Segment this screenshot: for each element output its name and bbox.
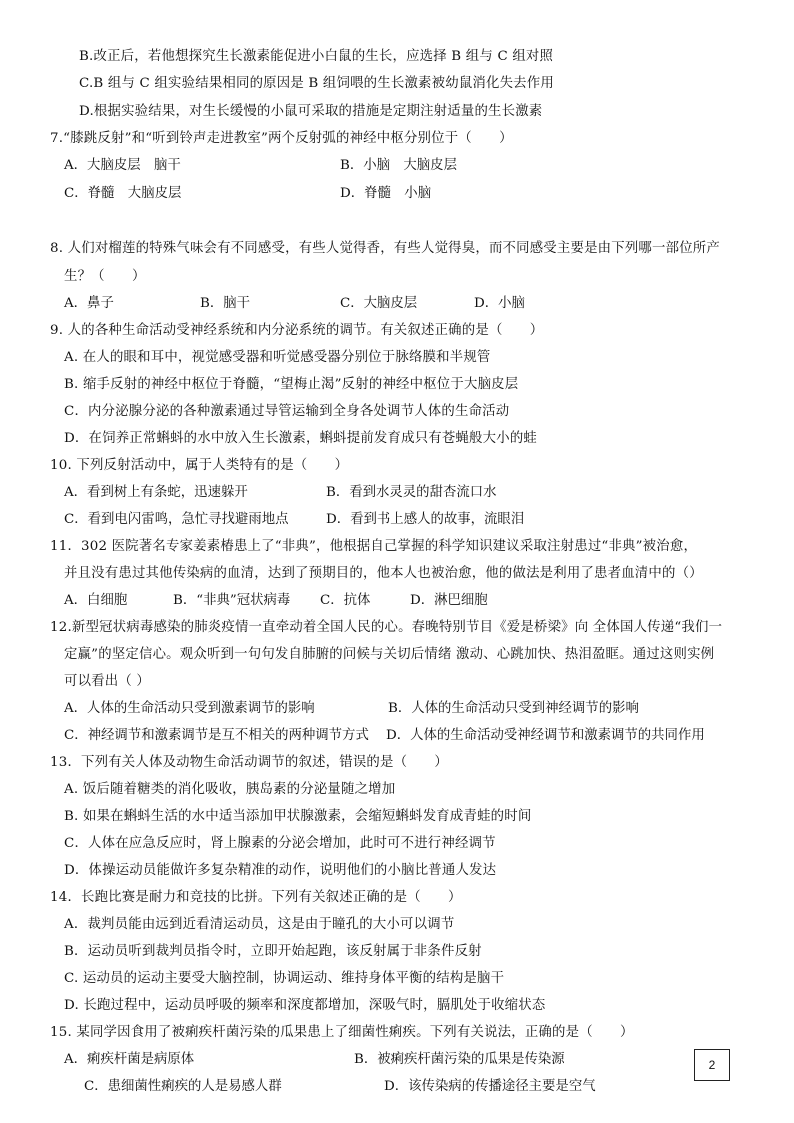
text-line: B.改正后，若他想探究生长激素能促进小白鼠的生长，应选择 B 组与 C 组对照 [79,49,554,64]
answer-option: D．小脑 [474,296,525,311]
text-line: C．人体在应急反应时，肾上腺素的分泌会增加，此时可不进行神经调节 [64,836,496,851]
text-line: 14．长跑比赛是耐力和竞技的比拼。下列有关叙述正确的是（ ） [50,890,462,905]
text-line: B. 如果在蝌蚪生活的水中适当添加甲状腺激素，会缩短蝌蚪发育成青蛙的时间 [64,809,532,824]
answer-option: D．看到书上感人的故事，流眼泪 [326,512,525,527]
text-line: A. 饭后随着糖类的消化吸收，胰岛素的分泌量随之增加 [64,782,396,797]
text-line: B. 缩手反射的神经中枢位于脊髓，“望梅止渴”反射的神经中枢位于大脑皮层 [64,377,519,392]
answer-option: C．神经调节和激素调节是互不相关的两种调节方式 [64,728,369,743]
answer-option: A．鼻子 [64,296,114,311]
text-line: 7.“膝跳反射”和“听到铃声走进教室”两个反射弧的神经中枢分别位于（ ） [50,131,513,146]
answer-option: C．看到电闪雷鸣，急忙寻找避雨地点 [64,512,289,527]
page-number: 2 [708,1058,716,1072]
text-line: 12.新型冠状病毒感染的肺炎疫情一直牵动着全国人民的心。春晚特别节目《爱是桥梁》向 全体国人传递“我们一 [50,620,723,635]
answer-option: A．痢疾杆菌是病原体 [64,1052,195,1067]
text-line: A．裁判员能由远到近看清运动员，这是由于瞳孔的大小可以调节 [64,917,455,932]
answer-option: D．该传染病的传播途径主要是空气 [384,1079,596,1094]
answer-option: D．淋巴细胞 [410,593,488,608]
text-line: D.根据实验结果，对生长缓慢的小鼠可采取的措施是定期注射适量的生长激素 [79,104,543,119]
text-line: D．在饲养正常蝌蚪的水中放入生长激素，蝌蚪提前发育成只有苍蝇般大小的蛙 [64,431,538,446]
text-line: 定赢”的坚定信心。观众听到一句句发自肺腑的问候与关切后情绪 激动、心跳加快、热泪盈眶。通过这则实例 [64,647,715,662]
text-line: D．体操运动员能做许多复杂精准的动作，说明他们的小脑比普通人发达 [64,863,497,878]
text-line: 11．302 医院著名专家姜素椿患上了“非典”，他根据自己掌握的科学知识建议采取注射患过“非典”被治愈， [50,539,698,554]
text-line: C.B 组与 C 组实验结果相同的原因是 B 组饲喂的生长激素被幼鼠消化失去作用 [79,76,554,91]
text-line: 9. 人的各种生命活动受神经系统和内分泌系统的调节。有关叙述正确的是（ ） [50,323,544,338]
answer-option: B．人体的生命活动只受到神经调节的影响 [388,701,639,716]
text-line: A. 在人的眼和耳中，视觉感受器和听觉感受器分别位于脉络膜和半规管 [64,350,491,365]
page-number-box [694,1049,730,1081]
answer-option: C．脊髓 大脑皮层 [64,186,182,201]
answer-option: B．小脑 大脑皮层 [340,158,457,173]
answer-option: B．“非典”冠状病毒 [173,593,291,608]
answer-option: C．患细菌性痢疾的人是易感人群 [84,1079,282,1094]
text-line: 13．下列有关人体及动物生命活动调节的叙述，错误的是（ ） [50,755,448,770]
text-line: 15. 某同学因食用了被痢疾杆菌污染的瓜果患上了细菌性痢疾。下列有关说法，正确的是（ ） [50,1025,634,1040]
text-line: 生？（ ） [64,269,146,284]
answer-option: A．白细胞 [64,593,128,608]
text-line: C．内分泌腺分泌的各种激素通过导管运输到全身各处调节人体的生命活动 [64,404,510,419]
text-line: C. 运动员的运动主要受大脑控制，协调运动、维持身体平衡的结构是脑干 [64,971,505,986]
answer-option: D．脊髓 小脑 [340,186,432,201]
text-line: D. 长跑过程中，运动员呼吸的频率和深度都增加，深吸气时，膈肌处于收缩状态 [64,998,546,1013]
text-line: 10. 下列反射活动中，属于人类特有的是（ ） [50,458,349,473]
answer-option: A．人体的生命活动只受到激素调节的影响 [64,701,315,716]
answer-option: A．看到树上有条蛇，迅速躲开 [64,485,248,500]
text-line: 并且没有患过其他传染病的血清，达到了预期目的，他本人也被治愈，他的做法是利用了患者血清中的（） [64,566,703,581]
answer-option: A．大脑皮层 脑干 [64,158,181,173]
text-line: 8. 人们对榴莲的特殊气味会有不同感受，有些人觉得香，有些人觉得臭，而不同感受主要是由下列哪一部位所产 [50,241,720,256]
answer-option: B．看到水灵灵的甜杏流口水 [326,485,497,500]
text-line: B．运动员听到裁判员指令时，立即开始起跑，该反射属于非条件反射 [64,944,482,959]
answer-option: D．人体的生命活动受神经调节和激素调节的共同作用 [386,728,705,743]
answer-option: B．被痢疾杆菌污染的瓜果是传染源 [354,1052,565,1067]
answer-option: C．抗体 [320,593,371,608]
text-line: 可以看出（ ） [64,674,150,689]
answer-option: B．脑干 [200,296,251,311]
answer-option: C．大脑皮层 [340,296,418,311]
